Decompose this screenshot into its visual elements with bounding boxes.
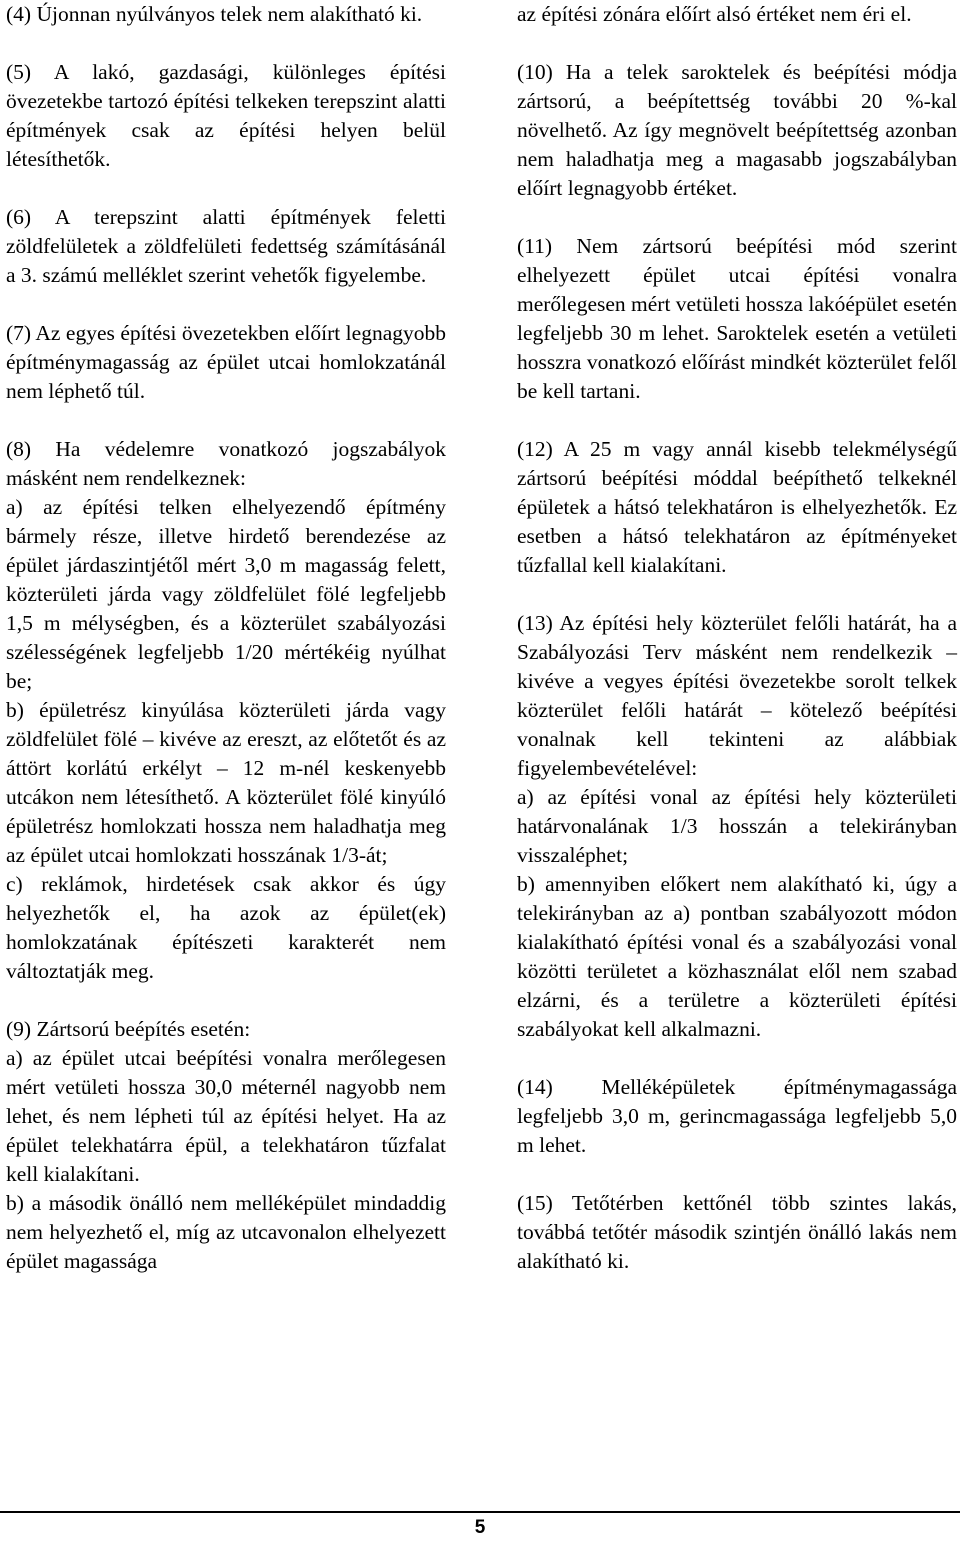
paragraph-9-intro: (9) Zártsorú beépítés esetén: [6,1017,251,1041]
paragraph-4: (4) Újonnan nyúlványos telek nem alakítható ki. [6,2,423,26]
paragraph-13-intro: (13) Az építési hely közterület felőli határát, ha a Szabályozási Terv másként nem rendelkezik – kivéve a vegyes építési övezetekbe sorolt telkek közterület felőli határát – kötelező beépítési vonalnak kell tekinteni az alábbiak figyelembevételével: [517,611,957,780]
paragraph-10: (10) Ha a telek saroktelek és beépítési módja zártsorú, a beépítettség további 20 %-kal növelhető. Az így megnövelt beépítettség azonban nem haladhatja meg a magasabb jogszabályban előírt legnagyobb értéket. [517,60,957,200]
paragraph-13-item-b: b) amennyiben előkert nem alakítható ki, úgy a telekirányban az a) pontban szabályozott módon kialakítható építési vonal és a szabályozási vonal közötti területet a közhasználat elől nem szabad elzárni, és a területre a közterületi építési szabályokat kell alkalmazni. [517,872,957,1041]
paragraph-8-item-a: a) az építési telken elhelyezendő építmény bármely része, illetve hirdető berendezése az épület járdaszintjétől mért 3,0 m magasság felett, közterületi járda vagy zöldfelület fölé legfeljebb 1,5 m mélységben, és a közterület szabályozási szélességének legfeljebb 1/20 mértékéig nyúlhat be; [6,495,446,693]
paragraph-15: (15) Tetőtérben kettőnél több szintes lakás, továbbá tetőtér második szintjén önálló lakás nem alakítható ki. [517,1191,957,1273]
footer-divider [0,1511,960,1513]
paragraph-8-intro: (8) Ha védelemre vonatkozó jogszabályok másként nem rendelkeznek: [6,437,446,490]
paragraph-9-item-b: b) a második önálló nem melléképület mindaddig nem helyezhető el, míg az utcavonalon elhelyezett épület magassága [6,1191,446,1273]
paragraph-5: (5) A lakó, gazdasági, különleges építési övezetekbe tartozó építési telkeken terepszint alatti építmények csak az építési helyen belül létesíthetők. [6,60,446,171]
paragraph-9-item-b-continued: az építési zónára előírt alsó értéket nem éri el. [517,2,912,26]
right-column [517,0,957,1276]
paragraph-7: (7) Az egyes építési övezetekben előírt legnagyobb építménymagasság az épület utcai homlokzatánál nem léphető túl. [6,321,446,403]
page-number: 5 [474,1517,486,1538]
paragraph-14: (14) Melléképületek építménymagassága legfeljebb 3,0 m, gerincmagassága legfeljebb 5,0 m lehet. [517,1075,957,1157]
paragraph-13-item-a: a) az építési vonal az építési hely közterületi határvonalának 1/3 hosszán a telekirányban visszaléphet; [517,785,957,867]
paragraph-8-item-c: c) reklámok, hirdetések csak akkor és úgy helyezhetők el, ha azok az épület(ek) homlokzatának építészeti karakterét nem változtatják meg. [6,872,446,983]
paragraph-6: (6) A terepszint alatti építmények feletti zöldfelületek a zöldfelületi fedettség számításánál a 3. számú melléklet szerint vehetők figyelembe. [6,205,446,287]
paragraph-9-item-a: a) az épület utcai beépítési vonalra merőlegesen mért vetületi hossza 30,0 méternél nagyobb nem lehet, és nem lépheti túl az építési helyet. Ha az épület telekhatárra épül, a telekhatáron tűzfalat kell kialakítani. [6,1046,446,1186]
paragraph-12: (12) A 25 m vagy annál kisebb telekmélységű zártsorú beépítési móddal beépíthető telkeknél épületek a hátsó telekhatáron is elhelyezhetők. Ez esetben a hátsó telekhatáron az építményeket tűzfallal kell kialakítani. [517,437,957,577]
paragraph-8-item-b: b) épületrész kinyúlása közterületi járda vagy zöldfelület fölé – kivéve az ereszt, az előtetőt és az áttört korlátú erkélyt – 12 m-nél keskenyebb utcákon nem létesíthető. A közterület fölé kinyúló épületrész homlokzati hossza nem haladhatja meg az épület utcai homlokzati hosszának 1/3-át; [6,698,446,867]
paragraph-11: (11) Nem zártsorú beépítési mód szerint elhelyezett épület utcai építési vonalra merőlegesen mért vetületi hossza lakóépület esetén legfeljebb 30 m lehet. Saroktelek esetén a vetületi hosszra vonatkozó előírást mindkét közterület felől be kell tartani. [517,234,958,403]
left-column [6,0,446,1276]
